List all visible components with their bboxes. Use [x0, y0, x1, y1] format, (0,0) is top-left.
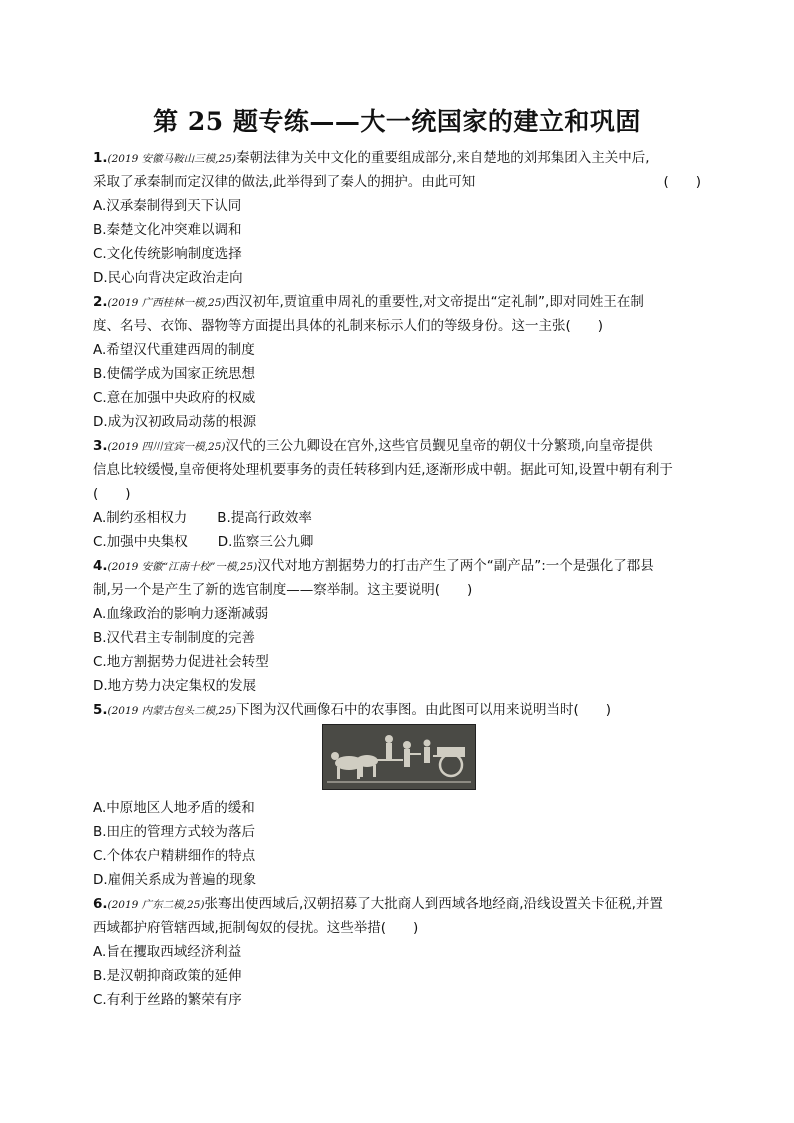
option-row-cd [93, 530, 705, 554]
question-3-stem-line-3: ( ) [93, 486, 131, 502]
question-5-source: (2019 内蒙古包头二模,25) [107, 705, 236, 717]
question-2-number: 2. [93, 294, 108, 310]
option-a: A.希望汉代重建西周的制度 [93, 342, 255, 358]
question-3-number: 3. [93, 438, 108, 454]
option-b: B.田庄的管理方式较为落后 [93, 824, 256, 840]
question-1-number: 1. [93, 150, 108, 166]
question-2-stem-line-2: 度、名号、衣饰、器物等方面提出具体的礼制来标示人们的等级身份。这一主张( ) [93, 318, 604, 334]
question-3-source: (2019 四川宜宾一模,25) [107, 441, 226, 453]
option-row-ab [93, 506, 705, 530]
question-3-text: 汉代的三公九卿设在宫外,这些官员觐见皇帝的朝仪十分繁琐,向皇帝提供 [225, 438, 653, 454]
option-a: A.制约丞相权力 [93, 510, 188, 526]
question-4-text: 汉代对地方割据势力的打击产生了两个“副产品”:一个是强化了郡县 [257, 558, 654, 574]
relief-drawing [323, 725, 475, 789]
question-1-stem-line-2 [93, 170, 705, 194]
option-b: B.提高行政效率 [217, 510, 312, 526]
option-a: A.中原地区人地矛盾的缓和 [93, 800, 255, 816]
question-1-stem-line-1 [93, 146, 705, 170]
option-b: B.汉代君主专制制度的完善 [93, 630, 256, 646]
question-1-text: 秦朝法律为关中文化的重要组成部分,来自楚地的刘邦集团入主关中后, [235, 150, 650, 166]
question-2-source: (2019 广西桂林一模,25) [107, 297, 226, 309]
question-6-text: 张骞出使西域后,汉朝招募了大批商人到西域各地经商,沿线设置关卡征税,并置 [204, 896, 663, 912]
option-d: D.雇佣关系成为普遍的现象 [93, 872, 257, 888]
option-d: D.民心向背决定政治走向 [93, 270, 243, 286]
option-c: C.加强中央集权 [93, 534, 188, 550]
question-6-number: 6. [93, 896, 108, 912]
option-d: D.成为汉初政局动荡的根源 [93, 414, 257, 430]
question-4-number: 4. [93, 558, 108, 574]
option-c: C.有利于丝路的繁荣有序 [93, 992, 242, 1008]
question-3-stem-line-1 [93, 434, 705, 458]
option-c: C.个体农户精耕细作的特点 [93, 848, 256, 864]
question-2-stem-line-1 [93, 290, 705, 314]
option-b: B.是汉朝抑商政策的延伸 [93, 968, 242, 984]
option-c: C.地方割据势力促进社会转型 [93, 654, 269, 670]
question-6-source: (2019 广东二模,25) [107, 899, 205, 911]
option-c: C.意在加强中央政府的权威 [93, 390, 256, 406]
question-5-number: 5. [93, 702, 108, 718]
question-4-source: (2019 安徽“江南十校”一模,25) [107, 561, 258, 573]
option-a: A.旨在攫取西域经济利益 [93, 944, 242, 960]
question-4-stem-line-1 [93, 554, 705, 578]
option-a: A.汉承秦制得到天下认同 [93, 198, 242, 214]
option-b: B.秦楚文化冲突难以调和 [93, 222, 242, 238]
option-d: D.监察三公九卿 [217, 534, 314, 550]
option-c: C.文化传统影响制度选择 [93, 246, 242, 262]
han-stone-relief-farming-scene-image [322, 724, 476, 790]
page-title: 第 25 题专练——大一统国家的建立和巩固 [153, 107, 641, 136]
question-5-stem-line-1 [93, 698, 705, 722]
question-1-source: (2019 安徽马鞍山三模,25) [107, 153, 236, 165]
question-3-stem-line-2: 信息比较缓慢,皇帝便将处理机要事务的责任转移到内廷,逐渐形成中朝。据此可知,设置中朝有利于 [93, 462, 673, 478]
question-4-stem-line-2: 制,另一个是产生了新的选官制度——察举制。这主要说明( ) [93, 582, 473, 598]
question-6-stem-line-2: 西域都护府管辖西域,扼制匈奴的侵扰。这些举措( ) [93, 920, 419, 936]
option-a: A.血缘政治的影响力逐渐减弱 [93, 606, 269, 622]
figure-container [93, 722, 705, 796]
question-5-text: 下图为汉代画像石中的农事图。由此图可以用来说明当时( ) [235, 702, 612, 718]
option-d: D.地方势力决定集权的发展 [93, 678, 257, 694]
option-b: B.使儒学成为国家正统思想 [93, 366, 256, 382]
question-2-text: 西汉初年,贾谊重申周礼的重要性,对文帝提出“定礼制”,即对同姓王在制 [225, 294, 644, 310]
question-list [93, 146, 705, 1012]
question-1-text: 采取了承秦制而定汉律的做法,此举得到了秦人的拥护。由此可知 [93, 174, 476, 190]
answer-blank: ( ) [663, 174, 701, 190]
question-6-stem-line-1 [93, 892, 705, 916]
